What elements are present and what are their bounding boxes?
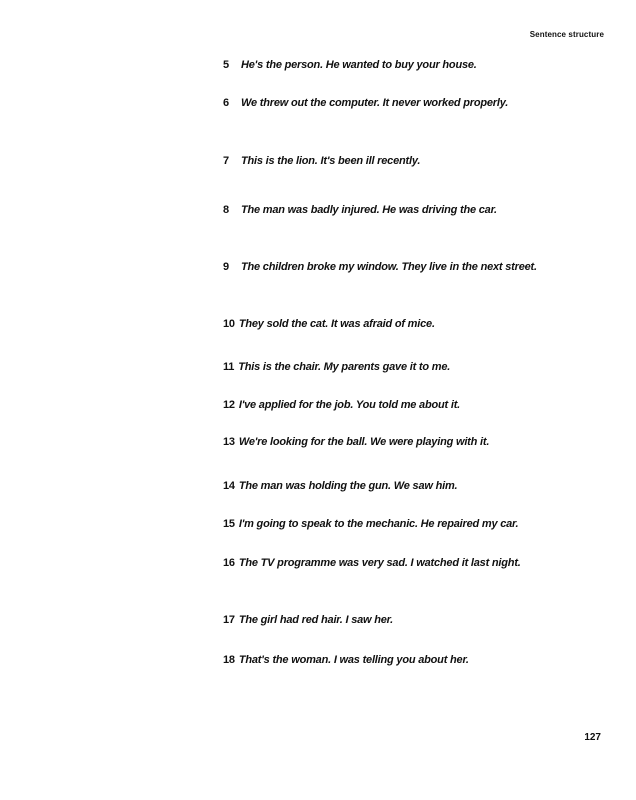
item-number: 7 [223,155,229,167]
exercise-item-7 [223,155,420,167]
item-number: 12 [223,399,235,411]
item-number: 17 [223,614,235,626]
exercise-item-14 [223,480,457,492]
item-number: 9 [223,261,229,273]
item-text: We threw out the computer. It never worked properly. [241,97,509,109]
item-number: 5 [223,59,229,71]
item-text: The TV programme was very sad. I watched it last night. [238,557,521,569]
exercise-item-15 [223,518,518,530]
exercise-item-16 [223,557,521,569]
item-text: The girl had red hair. I saw her. [238,614,394,626]
page-number: 127 [584,732,601,743]
item-text: This is the lion. It's been ill recently. [241,155,421,167]
item-number: 16 [223,557,235,569]
item-text: We're looking for the ball. We were playing with it. [238,436,490,448]
item-text: The man was badly injured. He was driving the car. [241,204,497,216]
item-text: That's the woman. I was telling you about her. [238,654,469,666]
exercise-item-8 [223,204,497,216]
exercise-item-13 [223,436,489,448]
item-text: He's the person. He wanted to buy your house. [241,59,477,71]
item-text: They sold the cat. It was afraid of mice. [238,318,435,330]
exercise-item-12 [223,399,460,411]
exercise-item-18 [223,654,469,666]
item-number: 14 [223,480,235,492]
item-number: 18 [223,654,235,666]
exercise-item-11 [223,361,450,373]
item-number: 10 [223,318,235,330]
item-number: 6 [223,97,229,109]
item-text: This is the chair. My parents gave it to me. [238,361,451,373]
exercise-item-5 [223,59,477,71]
item-text: The man was holding the gun. We saw him. [238,480,458,492]
exercise-item-9 [223,261,537,273]
running-header: Sentence structure [529,30,604,39]
item-number: 15 [223,518,235,530]
item-number: 8 [223,204,229,216]
item-number: 13 [223,436,235,448]
exercise-item-17 [223,614,393,626]
item-text: I'm going to speak to the mechanic. He repaired my car. [238,518,519,530]
exercise-item-6 [223,97,508,109]
exercise-item-10 [223,318,435,330]
item-text: I've applied for the job. You told me about it. [238,399,461,411]
item-text: The children broke my window. They live in the next street. [241,261,537,273]
item-number: 11 [223,361,235,373]
